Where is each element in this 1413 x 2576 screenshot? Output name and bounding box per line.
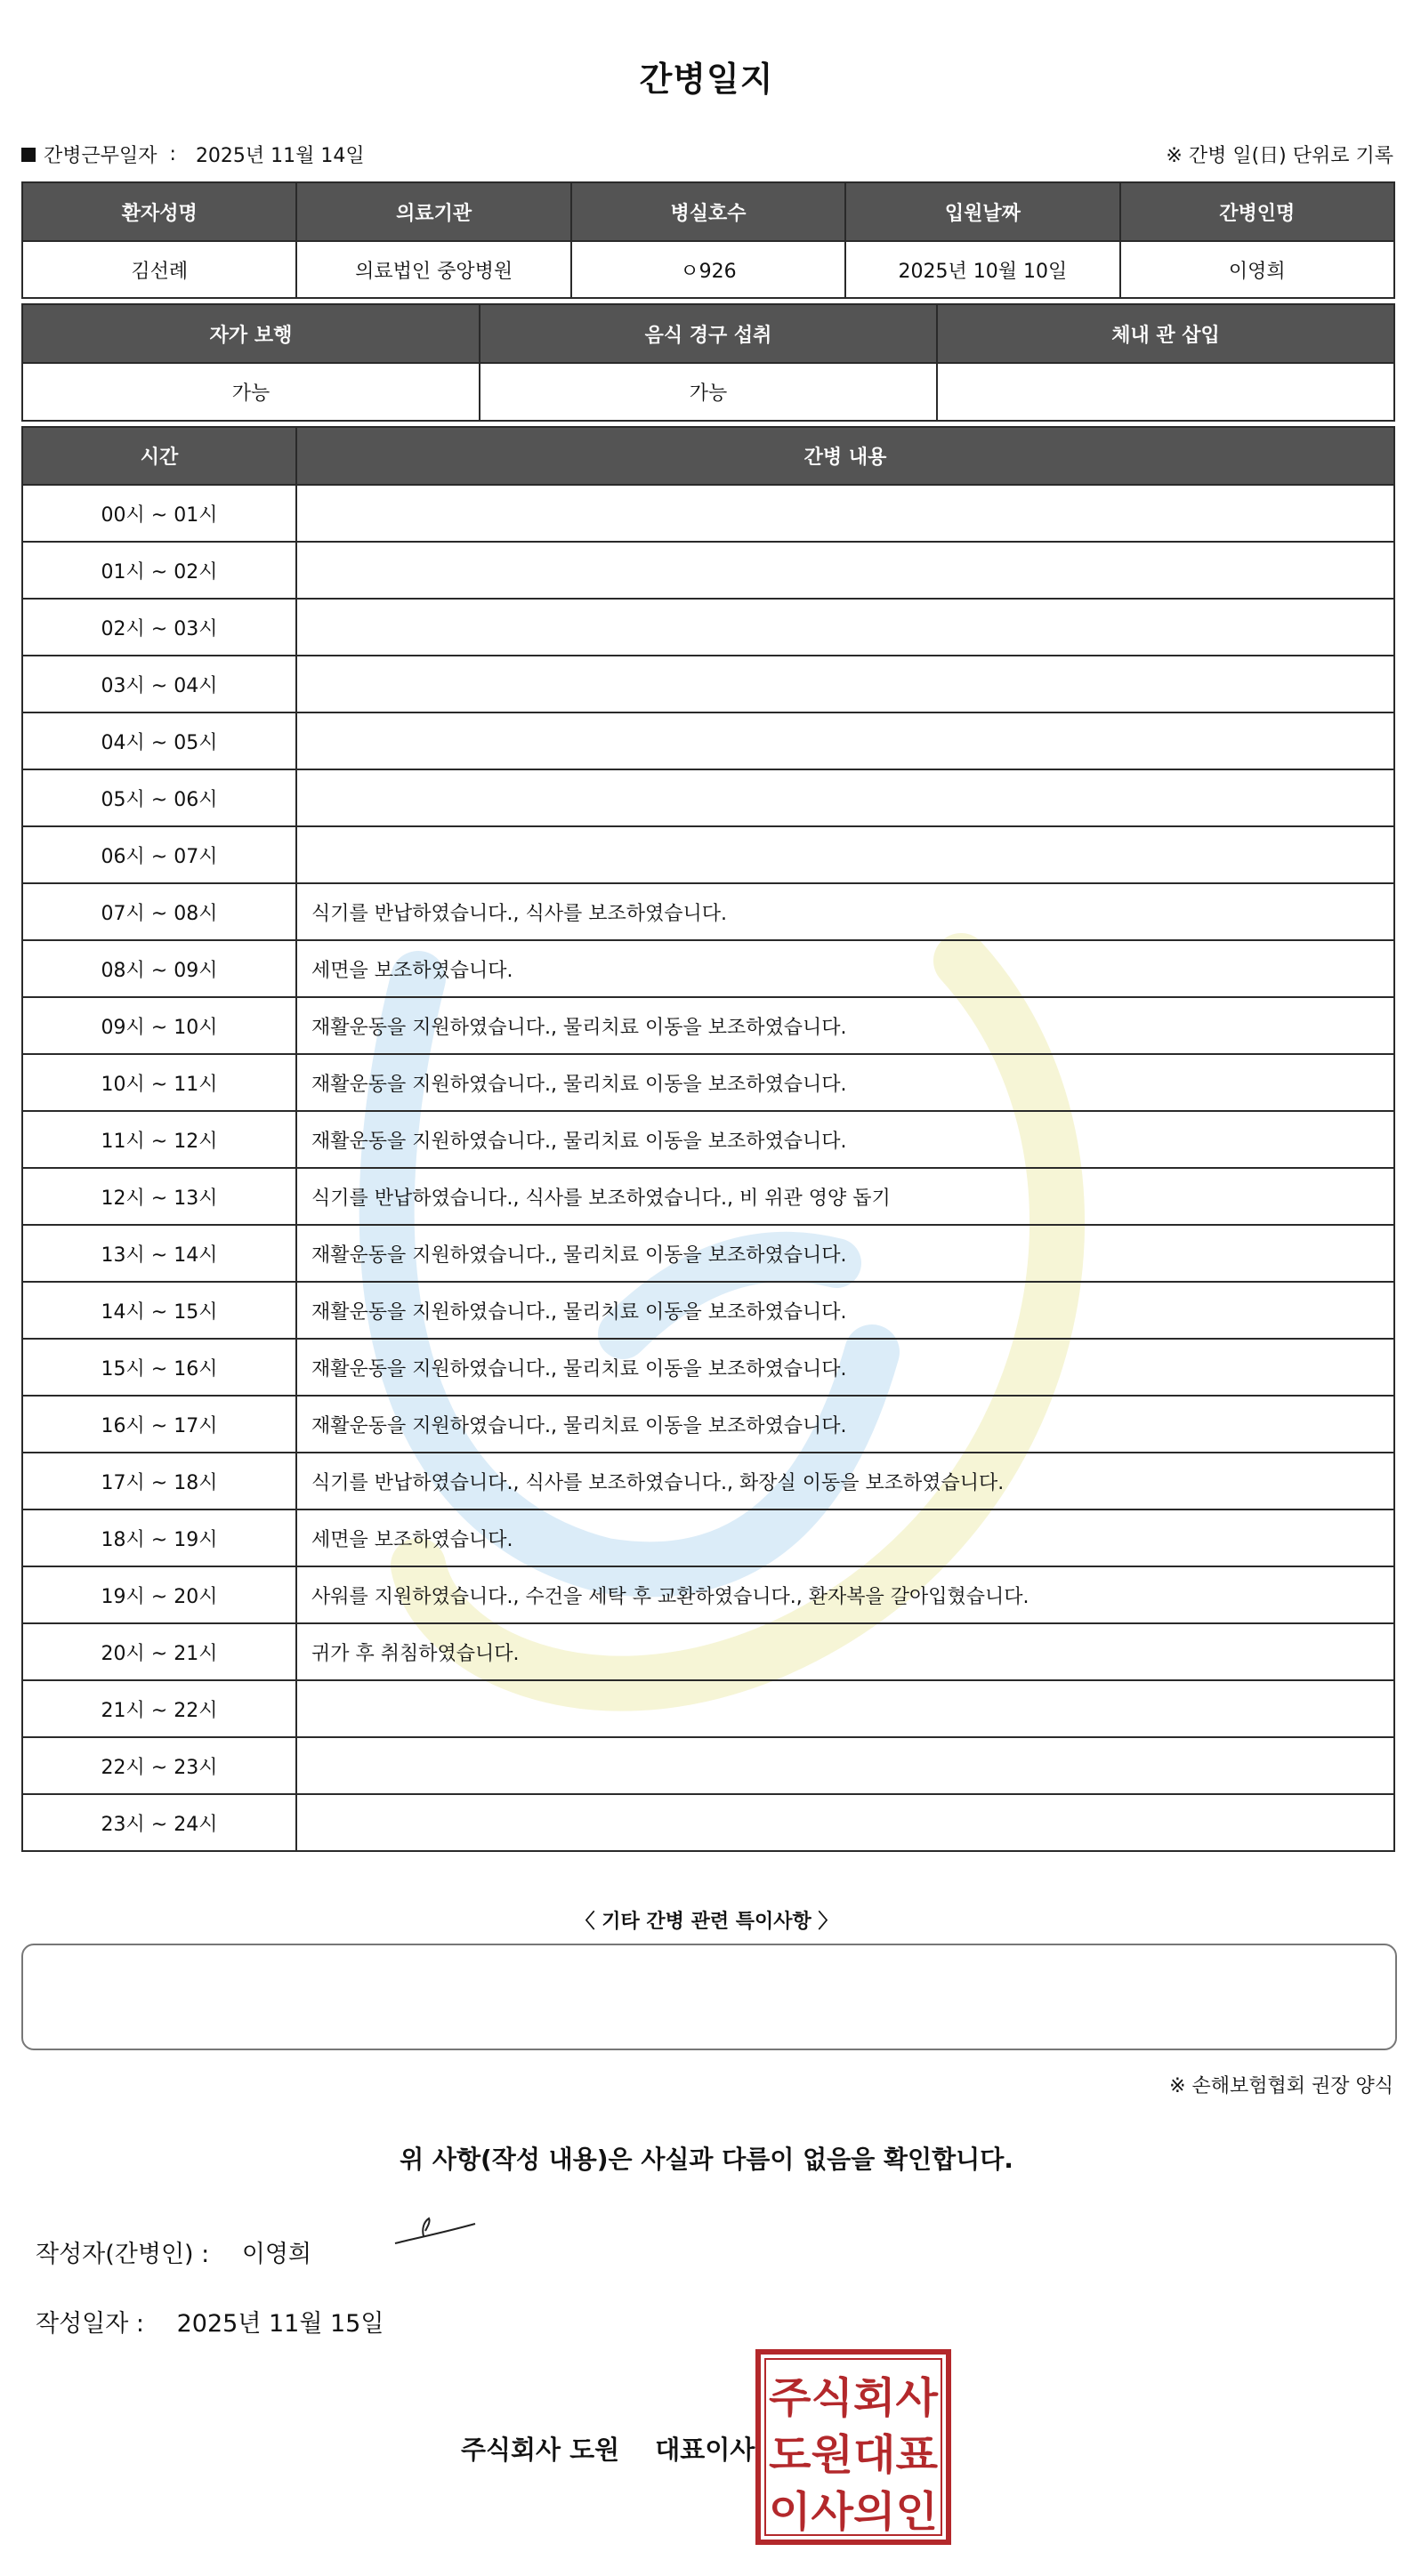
care-content-cell [296,599,1394,656]
care-content-cell: 세면을 보조하였습니다. [296,940,1394,997]
care-log-row [22,1509,1394,1566]
patient-name: 김선례 [22,241,296,298]
care-content-cell [296,826,1394,883]
patient-info-table [21,181,1395,299]
care-log-row [22,883,1394,940]
care-log-row [22,1794,1394,1851]
care-time-cell: 14시 ~ 15시 [22,1282,296,1339]
header-self-walking: 자가 보행 [22,304,480,363]
care-time-cell: 22시 ~ 23시 [22,1737,296,1794]
square-bullet-icon [21,148,36,162]
header-care-content: 간병 내용 [296,427,1394,485]
writer-row [36,2234,311,2269]
care-log-row [22,1623,1394,1680]
write-date-label: 작성일자 : [36,2310,145,2338]
company-seal [755,2348,952,2546]
care-time-cell: 10시 ~ 11시 [22,1054,296,1111]
care-content-cell [296,485,1394,542]
care-time-cell: 19시 ~ 20시 [22,1566,296,1623]
care-log-row [22,769,1394,826]
company-name: 주식회사 도원 [461,2435,620,2465]
care-time-cell: 18시 ~ 19시 [22,1509,296,1566]
patient-info-header-row [22,182,1394,241]
header-room-number: 병실호수 [571,182,845,241]
care-log-row [22,826,1394,883]
care-content-cell: 재활운동을 지원하였습니다., 물리치료 이동을 보조하였습니다. [296,1225,1394,1282]
source-note: ※ 손해보험협회 권장 양식 [1169,2075,1393,2097]
svg-text:이사의인: 이사의인 [769,2488,938,2537]
care-log-row [22,1453,1394,1509]
care-content-cell: 재활운동을 지원하였습니다., 물리치료 이동을 보조하였습니다. [296,1396,1394,1453]
care-log-row [22,1054,1394,1111]
document-title: 간병일지 [639,60,774,99]
admission-date: 2025년 10월 10일 [845,241,1119,298]
care-log-row [22,1680,1394,1737]
header-patient-name: 환자성명 [22,182,296,241]
self-walking-value: 가능 [22,363,480,421]
care-time-cell: 12시 ~ 13시 [22,1168,296,1225]
care-log-row [22,1225,1394,1282]
care-content-cell: 귀가 후 취침하였습니다. [296,1623,1394,1680]
care-content-cell: 사워를 지원하였습니다., 수건을 세탁 후 교환하였습니다., 환자복을 갈아입혔습니다. [296,1566,1394,1623]
institution-name: 의료법인 중앙병원 [296,241,570,298]
care-log-row [22,1168,1394,1225]
care-log-row [22,1282,1394,1339]
svg-text:도원대표: 도원대표 [769,2431,939,2480]
care-log-row [22,1396,1394,1453]
care-log-row [22,1737,1394,1794]
care-content-cell: 식기를 반납하였습니다., 식사를 보조하였습니다. [296,883,1394,940]
header-tube-insertion: 체내 관 삽입 [937,304,1394,363]
care-log-row [22,1339,1394,1396]
header-time: 시간 [22,427,296,485]
care-content-cell [296,1737,1394,1794]
care-content-cell [296,1794,1394,1851]
ability-table [21,303,1395,422]
care-log-row [22,485,1394,542]
care-time-cell: 02시 ~ 03시 [22,599,296,656]
confirmation-statement: 위 사항(작성 내용)은 사실과 다름이 없음을 확인합니다. [400,2145,1013,2174]
care-content-cell: 식기를 반납하였습니다., 식사를 보조하였습니다., 비 위관 영양 돕기 [296,1168,1394,1225]
write-date-row [36,2304,384,2339]
care-content-cell: 재활운동을 지원하였습니다., 물리치료 이동을 보조하였습니다. [296,1054,1394,1111]
care-content-cell: 재활운동을 지원하였습니다., 물리치료 이동을 보조하였습니다. [296,1111,1394,1168]
care-content-cell: 재활운동을 지원하였습니다., 물리치료 이동을 보조하였습니다. [296,997,1394,1054]
room-number: ㅇ926 [571,241,845,298]
care-time-cell: 07시 ~ 08시 [22,883,296,940]
care-time-cell: 00시 ~ 01시 [22,485,296,542]
care-content-cell [296,656,1394,712]
work-date-row [21,141,365,168]
special-notes-heading: 〈 기타 간병 관련 특이사항 〉 [575,1911,838,1933]
work-date-colon: : [169,143,176,165]
unit-note: ※ 간병 일(日) 단위로 기록 [1166,145,1393,167]
header-caregiver-name: 간병인명 [1120,182,1394,241]
care-content-cell: 재활운동을 지원하였습니다., 물리치료 이동을 보조하였습니다. [296,1339,1394,1396]
care-time-cell: 09시 ~ 10시 [22,997,296,1054]
care-time-cell: 06시 ~ 07시 [22,826,296,883]
oral-intake-value: 가능 [480,363,937,421]
care-time-cell: 16시 ~ 17시 [22,1396,296,1453]
signature-mark [390,2211,479,2250]
writer-label: 작성자(간병인) : [36,2241,210,2268]
caregiver-name: 이영희 [1120,241,1394,298]
care-time-cell: 11시 ~ 12시 [22,1111,296,1168]
header-institution: 의료기관 [296,182,570,241]
care-content-cell [296,542,1394,599]
header-oral-intake: 음식 경구 섭취 [480,304,937,363]
company-signoff [461,2430,755,2467]
ability-header-row [22,304,1394,363]
care-content-cell: 식기를 반납하였습니다., 식사를 보조하였습니다., 화장실 이동을 보조하였습니다. [296,1453,1394,1509]
work-date-value: 2025년 11월 14일 [195,145,365,167]
care-time-cell: 03시 ~ 04시 [22,656,296,712]
care-log-row [22,542,1394,599]
care-content-cell [296,712,1394,769]
care-log-row [22,1566,1394,1623]
care-log-header-row [22,427,1394,485]
care-time-cell: 23시 ~ 24시 [22,1794,296,1851]
care-log-row [22,656,1394,712]
care-time-cell: 20시 ~ 21시 [22,1623,296,1680]
care-content-cell [296,769,1394,826]
patient-info-value-row [22,241,1394,298]
care-time-cell: 01시 ~ 02시 [22,542,296,599]
special-notes-box [21,1944,1397,2050]
care-content-cell: 재활운동을 지원하였습니다., 물리치료 이동을 보조하였습니다. [296,1282,1394,1339]
write-date-value: 2025년 11월 15일 [176,2310,384,2338]
care-time-cell: 08시 ~ 09시 [22,940,296,997]
care-log-row [22,997,1394,1054]
header-admission-date: 입원날짜 [845,182,1119,241]
care-time-cell: 05시 ~ 06시 [22,769,296,826]
care-time-cell: 04시 ~ 05시 [22,712,296,769]
care-time-cell: 13시 ~ 14시 [22,1225,296,1282]
care-time-cell: 17시 ~ 18시 [22,1453,296,1509]
tube-insertion-value [937,363,1394,421]
care-log-row [22,1111,1394,1168]
care-content-cell [296,1680,1394,1737]
writer-name: 이영희 [241,2241,312,2268]
care-log-row [22,599,1394,656]
care-time-cell: 21시 ~ 22시 [22,1680,296,1737]
svg-text:주식회사: 주식회사 [769,2374,939,2423]
representative-title: 대표이사 [655,2435,755,2465]
care-content-cell: 세면을 보조하였습니다. [296,1509,1394,1566]
care-log-row [22,712,1394,769]
ability-value-row [22,363,1394,421]
care-log-row [22,940,1394,997]
care-log-table [21,426,1395,1852]
work-date-label: 간병근무일자 [44,145,157,167]
care-time-cell: 15시 ~ 16시 [22,1339,296,1396]
